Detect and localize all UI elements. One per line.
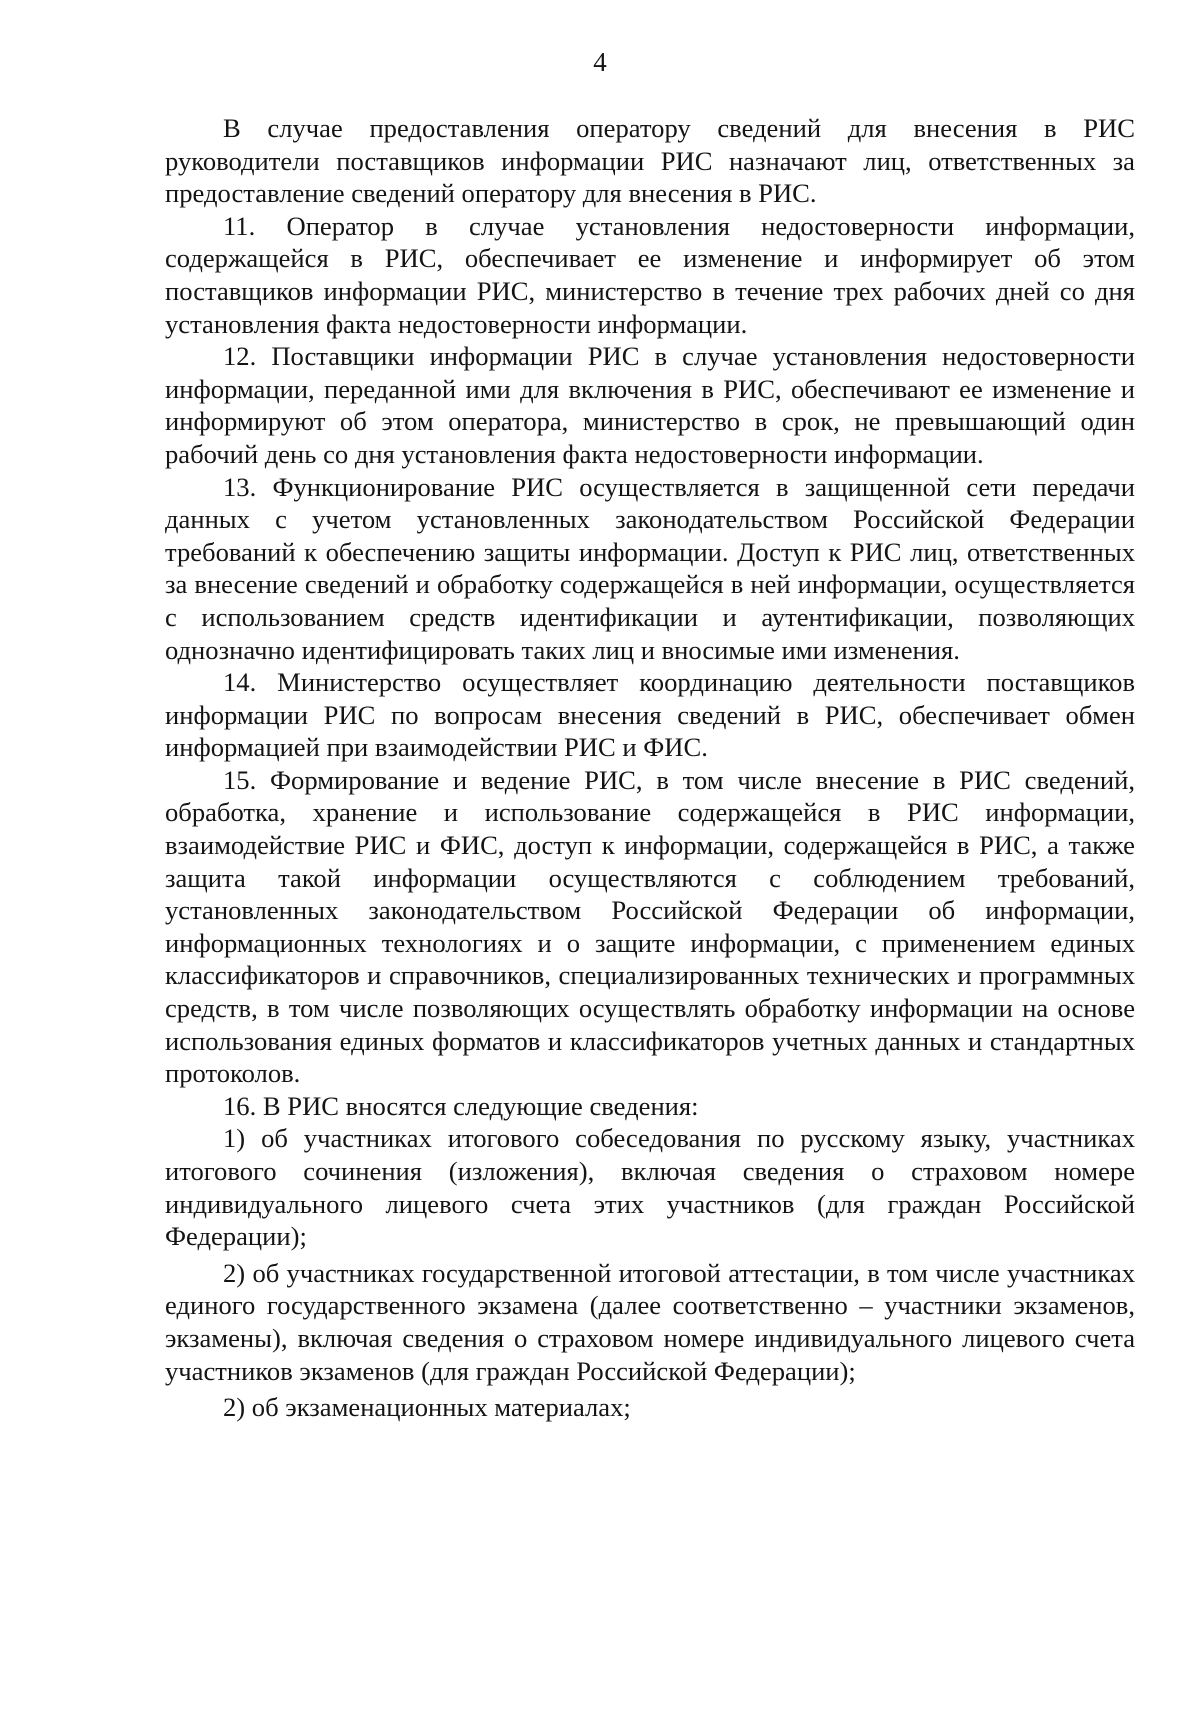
paragraph-14: 14. Министерство осуществляет координацию деятельности поставщиков информации РИС по вопросам внесения сведений в РИС, обеспечивает обмен информацией при взаимодействии РИС и ФИС.	[165, 667, 1135, 763]
paragraph-operator-info-responsible: В случае предоставления оператору сведений для внесения в РИС руководители поставщиков информации РИС назначают лиц, ответственных за предоставление сведений оператору для внесения в РИС.	[165, 113, 1135, 209]
paragraph-12: 12. Поставщики информации РИС в случае установления недостоверности информации, переданной ими для включения в РИС, обеспечивают ее изменение и информируют об этом оператора, министерство в срок, не превышающий один рабочий день со дня установления факта недостоверности информации.	[165, 341, 1135, 469]
list-item-2: 2) об участниках государственной итоговой аттестации, в том числе участниках единого государственного экзамена (далее соответственно – участники экзаменов, экзамены), включая сведения о страховом номере индивидуального лицевого счета участников экзаменов (для граждан Российской Федерации);	[165, 1257, 1135, 1386]
paragraph-11: 11. Оператор в случае установления недостоверности информации, содержащейся в РИС, обеспечивает ее изменение и информирует об этом поставщиков информации РИС, министерство в течение трех рабочих дней со дня установления факта недостоверности информации.	[165, 210, 1135, 339]
paragraph-16: 16. В РИС вносятся следующие сведения:	[223, 1090, 699, 1121]
list-item-2-exam-materials: 2) об экзаменационных материалах;	[223, 1392, 631, 1423]
document-body	[165, 112, 1135, 1424]
paragraph-13: 13. Функционирование РИС осуществляется в защищенной сети передачи данных с учетом установленных законодательством Российской Федерации требований к обеспечению защиты информации. Доступ к РИС лиц, ответственных за внесение сведений и обработку содержащейся в ней информации, осуществляется с использованием средств идентификации и аутентификации, позволяющих однозначно идентифицировать таких лиц и вносимые ими изменения.	[165, 471, 1135, 665]
list-item-1: 1) об участниках итогового собеседования по русскому языку, участниках итогового сочинения (изложения), включая сведения о страховом номере индивидуального лицевого счета этих участников (для граждан Российской Федерации);	[165, 1123, 1135, 1252]
page-number: 4	[593, 47, 607, 77]
paragraph-15: 15. Формирование и ведение РИС, в том числе внесение в РИС сведений, обработка, хранение и использование содержащейся в РИС информации, взаимодействие РИС и ФИС, доступ к информации, содержащейся в РИС, а также защита такой информации осуществляются с соблюдением требований, установленных законодательством Российской Федерации об информации, информационных технологиях и о защите информации, с применением единых классификаторов и справочников, специализированных технических и программных средств, в том числе позволяющих осуществлять обработку информации на основе использования единых форматов и классификаторов учетных данных и стандартных протоколов.	[165, 764, 1135, 1089]
